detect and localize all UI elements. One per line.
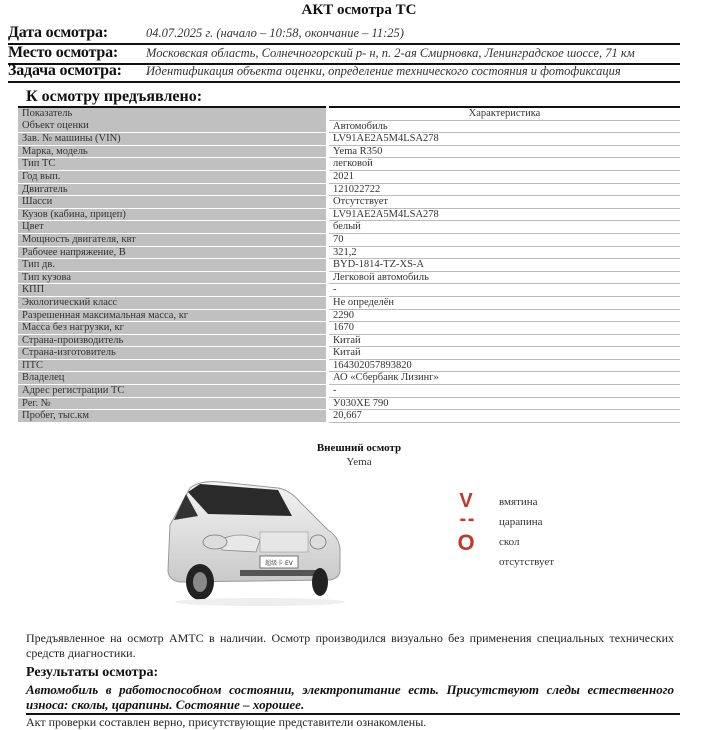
row-value: У030ХЕ 790 <box>328 397 681 410</box>
meta-row-task <box>8 62 680 83</box>
row-value: 2021 <box>328 170 681 183</box>
row-key: Масса без нагрузки, кг <box>18 322 328 335</box>
car-image <box>160 470 360 610</box>
table-row <box>18 259 680 272</box>
table-row <box>18 397 680 410</box>
row-key: Страна-изготовитель <box>18 347 328 360</box>
row-value: Не определён <box>328 296 681 309</box>
results-title: Результаты осмотра: <box>26 665 159 680</box>
table-row <box>18 246 680 259</box>
table-row <box>18 170 680 183</box>
header-key: Показатель <box>18 107 328 120</box>
row-key: Рабочее напряжение, В <box>18 246 328 259</box>
chip-icon: O <box>457 530 475 555</box>
meta-value: 04.07.2025 г. (начало – 10:58, окончание – 11:25) <box>146 26 404 40</box>
header-value: Характеристика <box>328 107 681 120</box>
row-value: Китай <box>328 334 681 347</box>
table-row <box>18 296 680 309</box>
table-row <box>18 208 680 221</box>
row-value: 70 <box>328 233 681 246</box>
row-key: ПТС <box>18 359 328 372</box>
row-value: 164302057893820 <box>328 359 681 372</box>
row-value: Отсутствует <box>328 196 681 209</box>
document-title: АКТ осмотра ТС <box>301 2 417 18</box>
row-value: Yema R350 <box>328 145 681 158</box>
results-text: Автомобиль в работоспособном состоянии, электропитание есть. Присутствуют следы естественного износа: сколы, царапины. Состояние – хорошее. <box>26 682 674 712</box>
row-key: Рег. № <box>18 397 328 410</box>
spec-table <box>18 106 680 423</box>
row-key: Тип дв. <box>18 259 328 272</box>
row-key: Зав. № машины (VIN) <box>18 133 328 146</box>
row-key: Кузов (кабина, прицеп) <box>18 208 328 221</box>
row-key: Экологический класс <box>18 296 328 309</box>
row-value: легковой <box>328 158 681 171</box>
meta-label: Место осмотра: <box>8 44 118 61</box>
row-key: Пробег, тыс.км <box>18 410 328 423</box>
table-row <box>18 385 680 398</box>
row-value: АО «Сбербанк Лизинг» <box>328 372 681 385</box>
row-key: Разрешенная максимальная масса, кг <box>18 309 328 322</box>
meta-label: Дата осмотра: <box>8 24 108 41</box>
table-row <box>18 309 680 322</box>
table-row <box>18 322 680 335</box>
row-key: Год вып. <box>18 170 328 183</box>
table-row <box>18 221 680 234</box>
row-value: 20,667 <box>328 410 681 423</box>
scratch-icon: - - <box>459 508 473 530</box>
row-key: Мощность двигателя, квт <box>18 233 328 246</box>
table-row <box>18 196 680 209</box>
meta-value: Идентификация объекта оценки, определение технического состояния и фотофиксация <box>146 64 621 78</box>
legend-label-missing: отсутствует <box>499 556 555 568</box>
legend-label-chip: скол <box>499 536 520 548</box>
row-value: 2290 <box>328 309 681 322</box>
row-key: Шасси <box>18 196 328 209</box>
table-header-row <box>18 107 680 120</box>
plate-text: 超级卡 EV <box>265 560 293 567</box>
legend-label-dent: вмятина <box>499 496 538 508</box>
exterior-subtitle: Yema <box>346 456 372 468</box>
table-row <box>18 158 680 171</box>
row-key: Страна-производитель <box>18 334 328 347</box>
row-key: Тип ТС <box>18 158 328 171</box>
table-row <box>18 372 680 385</box>
meta-label: Задача осмотра: <box>8 62 122 79</box>
table-row <box>18 359 680 372</box>
row-value: Китай <box>328 347 681 360</box>
inspection-note: Предъявленное на осмотр АМТС в наличии. Осмотр производился визуально без применения специальных технических средств диагностики. <box>26 631 674 660</box>
table-row <box>18 271 680 284</box>
table-row <box>18 145 680 158</box>
table-row <box>18 233 680 246</box>
footer-note: Акт проверки составлен верно, присутствующие представители ознакомлены. <box>26 715 427 729</box>
table-row <box>18 183 680 196</box>
row-key: Тип кузова <box>18 271 328 284</box>
table-row <box>18 133 680 146</box>
row-value: LV91AE2A5M4LSA278 <box>328 133 681 146</box>
table-row <box>18 334 680 347</box>
row-value: 1670 <box>328 322 681 335</box>
table-row <box>18 120 680 133</box>
section-title: К осмотру предъявлено: <box>26 88 203 105</box>
row-value: Автомобиль <box>328 120 681 133</box>
row-key: КПП <box>18 284 328 297</box>
table-row <box>18 284 680 297</box>
row-key: Двигатель <box>18 183 328 196</box>
row-value: 321,2 <box>328 246 681 259</box>
dent-icon: V <box>459 490 473 512</box>
row-key: Марка, модель <box>18 145 328 158</box>
row-value: LV91AE2A5M4LSA278 <box>328 208 681 221</box>
row-key: Цвет <box>18 221 328 234</box>
row-value: - <box>328 385 681 398</box>
row-value: Легковой автомобиль <box>328 271 681 284</box>
meta-value: Московская область, Солнечногорский р- н, п. 2-ая Смирновка, Ленинградское шоссе, 71 км <box>146 46 635 60</box>
row-value: белый <box>328 221 681 234</box>
row-key: Владелец <box>18 372 328 385</box>
row-value: - <box>328 284 681 297</box>
row-key: Объект оценки <box>18 120 328 133</box>
row-value: 121022722 <box>328 183 681 196</box>
row-key: Адрес регистрации ТС <box>18 385 328 398</box>
table-row <box>18 410 680 423</box>
row-value: BYD-1814-TZ-XS-A <box>328 259 681 272</box>
meta-row-date <box>8 24 680 45</box>
exterior-title: Внешний осмотр <box>316 442 402 454</box>
table-row <box>18 347 680 360</box>
legend-label-scratch: царапина <box>499 516 543 528</box>
